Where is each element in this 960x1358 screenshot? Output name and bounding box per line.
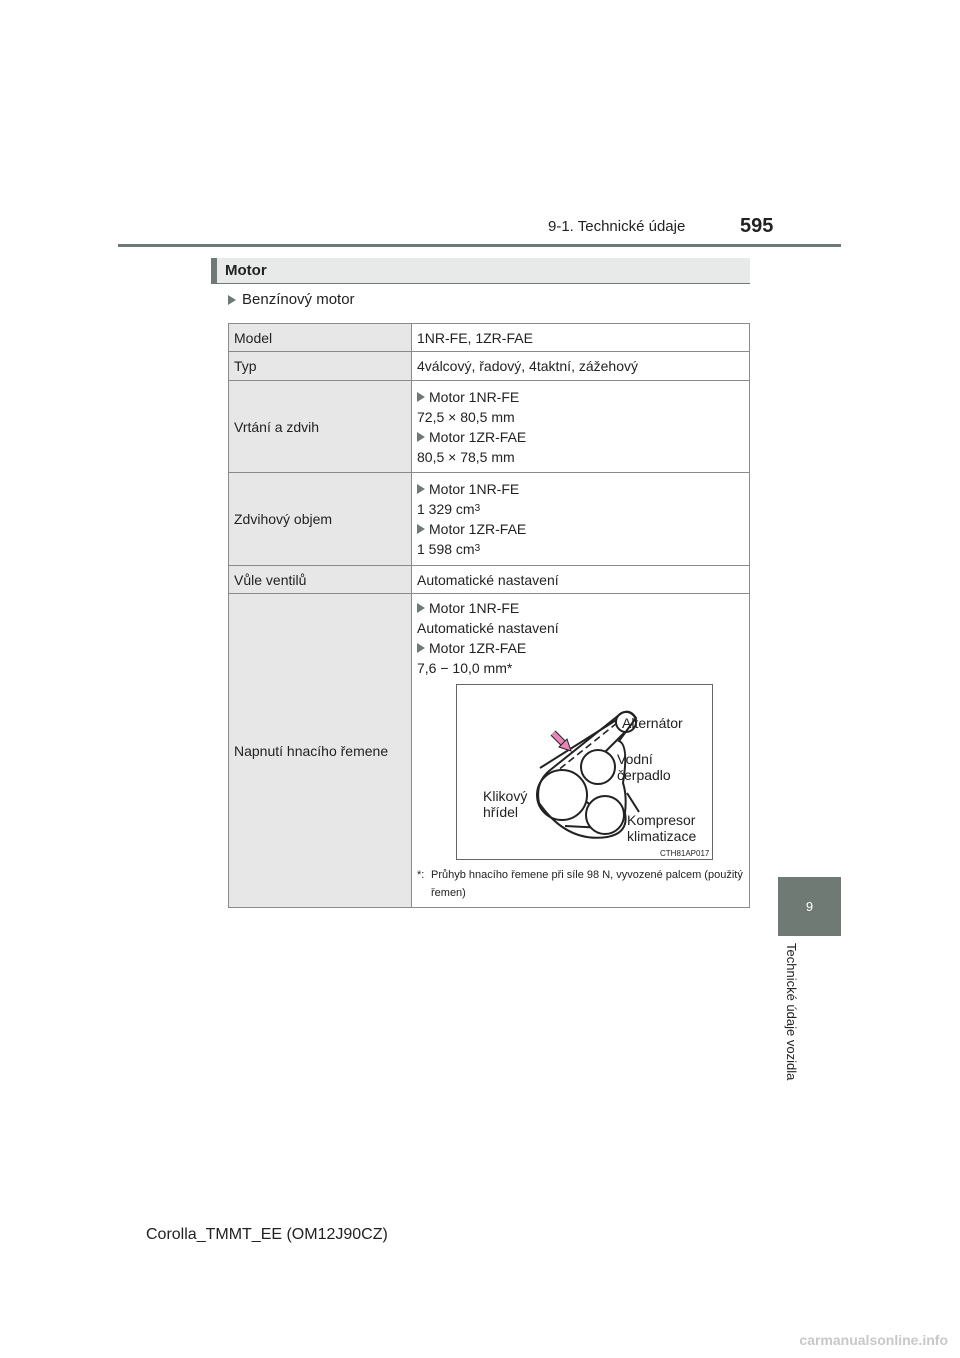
- compressor-pulley: [586, 796, 624, 834]
- row-label: Napnutí hnacího řemene: [229, 594, 412, 908]
- label-compressor-2: klimatizace: [627, 827, 697, 844]
- triangle-bullet-icon: [417, 484, 425, 494]
- engine-line: [417, 638, 744, 658]
- chapter-tab: [778, 877, 841, 936]
- subsection-title: Benzínový motor: [242, 291, 355, 308]
- engine-name: Motor 1ZR-FAE: [429, 521, 527, 537]
- engine-name: Motor 1NR-FE: [429, 481, 520, 497]
- running-header-section: 9-1. Technické údaje: [548, 218, 686, 235]
- figure-code: CTH81AP017: [660, 848, 710, 858]
- value-line: [417, 618, 744, 638]
- value-line: [417, 539, 744, 559]
- triangle-bullet-icon: [417, 524, 425, 534]
- row-value: Automatické nastavení: [412, 566, 750, 594]
- section-heading: [211, 258, 750, 284]
- row-value: 1NR-FE, 1ZR-FAE: [412, 324, 750, 352]
- label-compressor-1: Kompresor: [627, 811, 696, 828]
- label-water-pump-1: Vodní: [617, 750, 653, 767]
- chapter-label: Technické údaje vozidla: [784, 943, 799, 1081]
- triangle-bullet-icon: [417, 643, 425, 653]
- tension-value: Automatické nastavení: [417, 619, 559, 636]
- bore-stroke-value: 80,5 × 78,5 mm: [417, 448, 515, 465]
- displacement-value: 1 598 cm: [417, 541, 475, 557]
- table-row: [229, 566, 750, 594]
- press-arrow-icon: [553, 733, 571, 751]
- triangle-bullet-icon: [228, 295, 236, 305]
- value-line: [417, 447, 744, 467]
- row-label: Vrtání a zdvih: [229, 381, 412, 473]
- unit-exponent: 3: [474, 543, 481, 554]
- value-line: [417, 658, 744, 678]
- table-row: [229, 594, 750, 908]
- row-label: Typ: [229, 352, 412, 381]
- label-crankshaft-2: hřídel: [483, 803, 519, 820]
- engine-line: [417, 519, 744, 539]
- triangle-bullet-icon: [417, 392, 425, 402]
- section-title: Motor: [225, 262, 267, 279]
- table-row: [229, 381, 750, 473]
- table-row: [229, 473, 750, 566]
- label-crankshaft-1: Klikový: [483, 787, 528, 804]
- subsection-heading: [228, 291, 355, 308]
- row-value: 4válcový, řadový, 4taktní, zážehový: [412, 352, 750, 381]
- row-value: [412, 594, 750, 908]
- engine-line: [417, 387, 744, 407]
- belt-diagram-svg: [457, 685, 712, 859]
- row-value: [412, 381, 750, 473]
- engine-spec-table: [228, 323, 750, 908]
- label-water-pump-2: čerpadlo: [617, 766, 671, 783]
- chapter-number: 9: [805, 899, 814, 914]
- crankshaft-pulley: [537, 770, 587, 820]
- watermark: carmanualsonline.info: [799, 1332, 948, 1348]
- belt-diagram: [456, 684, 713, 860]
- header-rule: [118, 244, 841, 247]
- row-label: Vůle ventilů: [229, 566, 412, 594]
- chapter-label-container: [782, 943, 806, 1103]
- water-pump-pulley: [581, 750, 615, 784]
- value-line: [417, 499, 744, 519]
- table-row: [229, 324, 750, 352]
- table-row: [229, 352, 750, 381]
- value-line: [417, 407, 744, 427]
- footnote-text: Průhyb hnacího řemene při síle 98 N, vyvozené palcem (použitý řemen): [431, 868, 743, 899]
- engine-name: Motor 1ZR-FAE: [429, 639, 527, 656]
- engine-name: Motor 1NR-FE: [429, 599, 520, 616]
- engine-line: [417, 427, 744, 447]
- label-alternator: Alternátor: [622, 714, 683, 731]
- displacement-value: 1 329 cm: [417, 501, 475, 517]
- engine-name: Motor 1NR-FE: [429, 388, 520, 405]
- unit-exponent: 3: [474, 503, 481, 514]
- row-label: Model: [229, 324, 412, 352]
- row-label: Zdvihový objem: [229, 473, 412, 566]
- footnote-mark: *:: [417, 868, 425, 881]
- page-number: 595: [740, 215, 774, 237]
- row-value: [412, 473, 750, 566]
- document-footer: Corolla_TMMT_EE (OM12J90CZ): [146, 1226, 388, 1243]
- engine-line: [417, 479, 744, 499]
- triangle-bullet-icon: [417, 432, 425, 442]
- engine-name: Motor 1ZR-FAE: [429, 428, 527, 445]
- triangle-bullet-icon: [417, 603, 425, 613]
- footnote: [417, 866, 744, 904]
- engine-line: [417, 598, 744, 618]
- bore-stroke-value: 72,5 × 80,5 mm: [417, 408, 515, 425]
- tension-value: 7,6 − 10,0 mm*: [417, 659, 513, 676]
